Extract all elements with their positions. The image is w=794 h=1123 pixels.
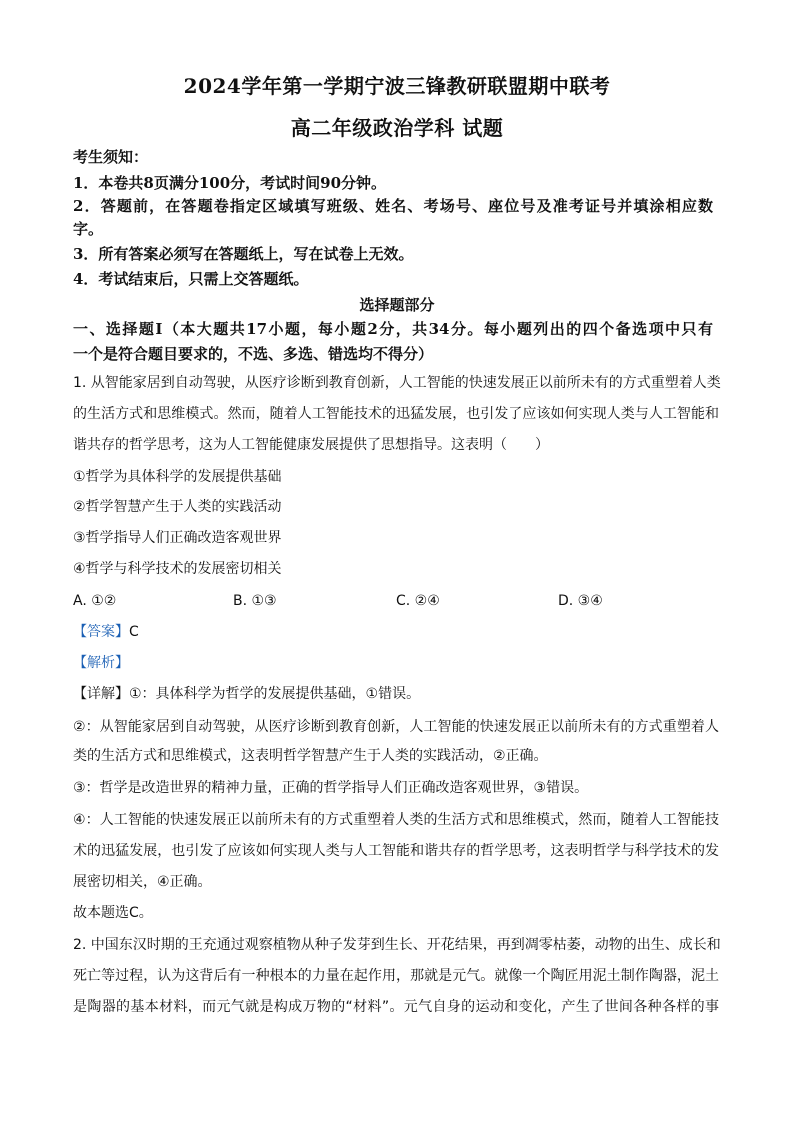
exam-title: 2024学年第一学期宁波三锋教研联盟期中联考 xyxy=(183,74,611,98)
q2-stem: 死亡等过程，认为这背后有一种根本的力量在起作用，那就是元气。就像一个陶匠用泥土制作陶器，泥土 xyxy=(73,968,719,984)
q1-conclusion: 故本题选C。 xyxy=(73,905,153,921)
q2-stem: 是陶器的基本材料，而元气就是构成万物的“材料”。元气自身的运动和变化，产生了世间各种各样的事 xyxy=(73,999,719,1015)
notice-item: 4．考试结束后，只需上交答题纸。 xyxy=(73,270,309,288)
q1-statement: ②哲学智慧产生于人类的实践活动 xyxy=(73,499,282,515)
q1-statement: ①哲学为具体科学的发展提供基础 xyxy=(73,469,282,485)
q1-detail-line: 类的生活方式和思维模式，这表明哲学智慧产生于人类的实践活动，②正确。 xyxy=(73,748,548,764)
q2-stem: 2. 中国东汉时期的王充通过观察植物从种子发芽到生长、开花结果，再到凋零枯萎，动物的出生、成长和 xyxy=(73,937,721,953)
q1-option-d: D. ③④ xyxy=(558,593,603,609)
answer-value: C xyxy=(129,624,139,640)
q1-answer xyxy=(73,621,733,643)
analysis-tag: 【解析】 xyxy=(73,655,129,671)
q1-stem: 1. 从智能家居到自动驾驶，从医疗诊断到教育创新，人工智能的快速发展正以前所未有的方式重塑着人类 xyxy=(73,375,721,391)
q1-detail-line: ③：哲学是改造世界的精神力量，正确的哲学指导人们正确改造客观世界，③错误。 xyxy=(73,780,589,796)
q1-detail-line: 展密切相关，④正确。 xyxy=(73,874,212,890)
q1-option-b: B. ①③ xyxy=(233,593,277,609)
section-instruction: 一、选择题Ⅰ（本大题共17小题，每小题2分，共34分。每小题列出的四个备选项中只有 xyxy=(73,320,713,338)
q1-detail-line: 术的迅猛发展，也引发了应该如何实现人类与人工智能和谐共存的哲学思考，这表明哲学与科学技术的发 xyxy=(73,843,719,859)
q1-detail-line: ④：人工智能的快速发展正以前所未有的方式重塑着人类的生活方式和思维模式，然而，随着人工智能技 xyxy=(73,812,719,828)
q1-analysis-tag xyxy=(73,652,733,674)
notice-heading: 考生须知： xyxy=(73,148,149,166)
q1-detail-line: ②：从智能家居到自动驾驶，从医疗诊断到教育创新，人工智能的快速发展正以前所未有的方式重塑着人 xyxy=(73,719,719,735)
q1-stem: 谐共存的哲学思考，这为人工智能健康发展提供了思想指导。这表明（ ） xyxy=(73,437,549,453)
exam-subtitle: 高二年级政治学科 试题 xyxy=(290,116,504,140)
q1-detail-line xyxy=(73,683,733,705)
section-title: 选择题部分 xyxy=(359,296,435,314)
notice-item: 3．所有答案必须写在答题纸上，写在试卷上无效。 xyxy=(73,245,414,263)
detail-tag: 【详解】 xyxy=(73,686,129,702)
q1-option-a: A. ①② xyxy=(73,593,117,609)
notice-item: 字。 xyxy=(73,220,104,238)
q1-option-c: C. ②④ xyxy=(396,593,440,609)
notice-item: 2．答题前，在答题卷指定区域填写班级、姓名、考场号、座位号及准考证号并填涂相应数 xyxy=(73,197,713,215)
q1-statement: ④哲学与科学技术的发展密切相关 xyxy=(73,561,282,577)
answer-tag: 【答案】 xyxy=(73,624,129,640)
notice-item: 1．本卷共8页满分100分，考试时间90分钟。 xyxy=(73,174,387,192)
section-instruction: 一个是符合题目要求的，不选、多选、错选均不得分） xyxy=(73,345,434,363)
q1-statement: ③哲学指导人们正确改造客观世界 xyxy=(73,530,282,546)
detail-text: ①：具体科学为哲学的发展提供基础，①错误。 xyxy=(129,686,421,702)
q1-stem: 的生活方式和思维模式。然而，随着人工智能技术的迅猛发展，也引发了应该如何实现人类与人工智能和 xyxy=(73,406,719,422)
